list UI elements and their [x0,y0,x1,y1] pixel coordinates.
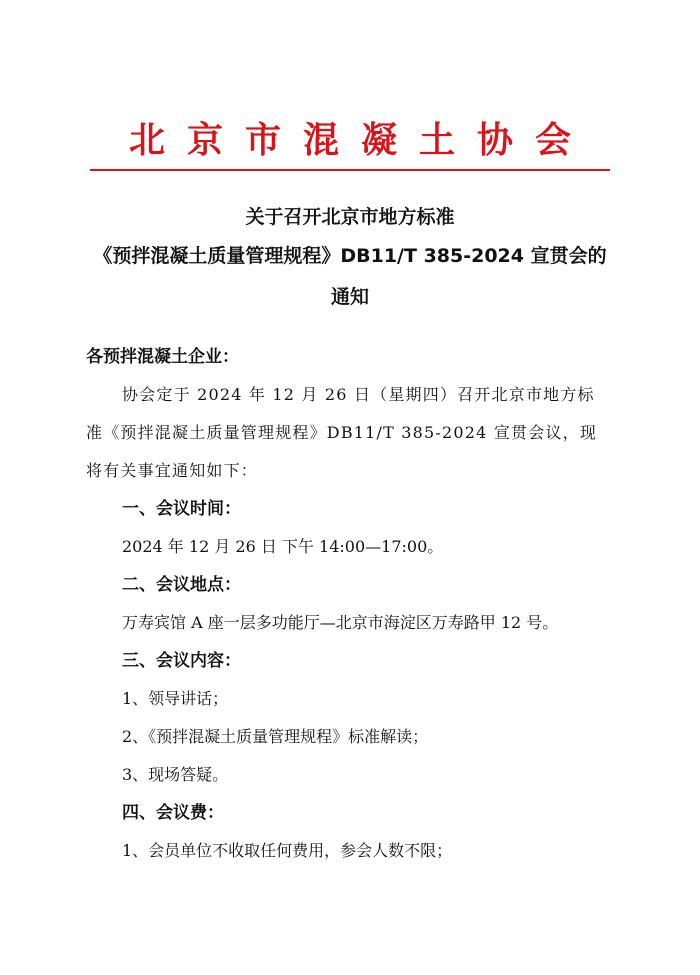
section-content-line-1: 1、领导讲话； [122,689,229,708]
section-content-line-3: 3、现场答疑。 [122,765,229,784]
letterhead-org-name: 北京市混凝土协会 [128,119,593,161]
section-location-line-1: 万寿宾馆 A 座一层多功能厅—北京市海淀区万寿路甲 12 号。 [122,613,559,632]
section-time-line-1: 2024 年 12 月 26 日 下午 14:00—17:00。 [122,537,444,556]
section-heading-time: 一、会议时间： [122,499,241,519]
paragraph-line-2: 准《预拌混凝土质量管理规程》DB11/T 385-2024 宣贯会议，现 [86,423,598,442]
section-heading-fee: 四、会议费： [122,803,224,823]
section-content-line-2: 2、《预拌混凝土质量管理规程》标准解读； [122,727,429,746]
salutation: 各预拌混凝土企业： [86,347,239,367]
paragraph-line-3: 将有关事宜通知如下： [86,461,259,480]
section-fee-line-1: 1、会员单位不收取任何费用，参会人数不限； [122,841,453,860]
notice-title-line-2: 《预拌混凝土质量管理规程》DB11/T 385-2024 宣贯会的 [93,245,607,267]
notice-title-line-3: 通知 [330,286,369,308]
section-heading-location: 二、会议地点： [122,575,241,595]
letterhead-red-rule [90,169,610,171]
section-heading-content: 三、会议内容： [122,651,241,671]
paragraph-line-1: 协会定于 2024 年 12 月 26 日（星期四）召开北京市地方标 [122,385,595,404]
notice-title-line-1: 关于召开北京市地方标准 [245,206,455,228]
